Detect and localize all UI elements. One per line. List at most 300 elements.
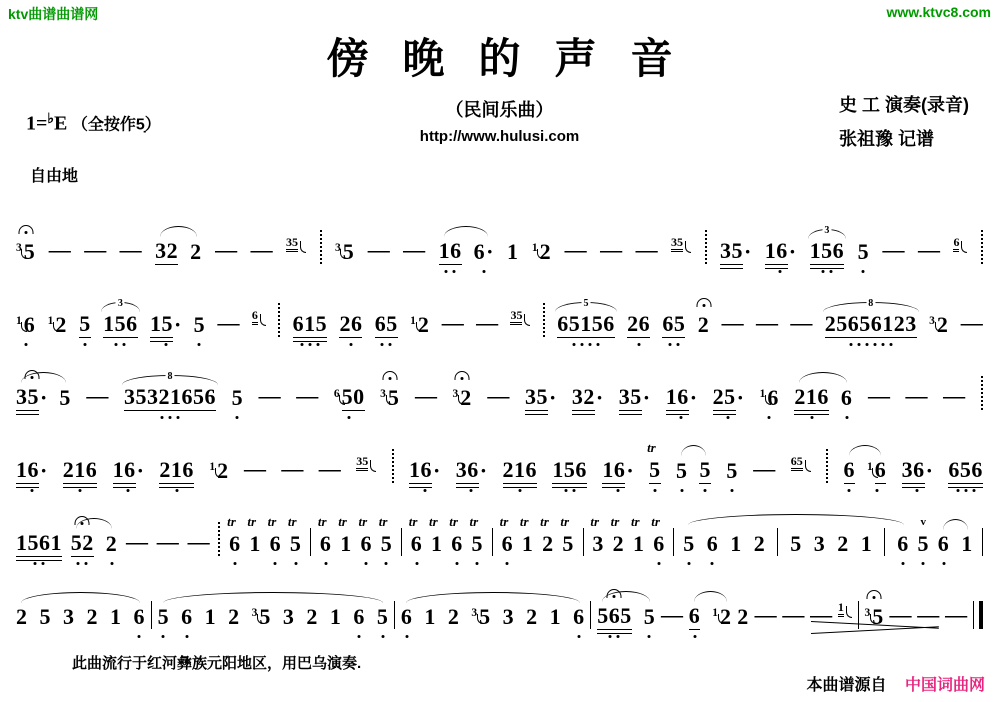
note (181, 606, 193, 630)
note-digits: 2 (190, 239, 202, 264)
note (662, 313, 685, 338)
note (689, 605, 701, 630)
augmentation-dot: · (689, 385, 698, 410)
grace-note: 3 (16, 241, 22, 254)
note (338, 514, 352, 557)
note-digits: 1 (110, 604, 122, 629)
note-digits: 6 (897, 531, 909, 556)
augmentation-dot: · (433, 458, 441, 483)
note (159, 459, 194, 484)
note-digits: 5 (857, 239, 870, 264)
note (610, 514, 625, 557)
note (87, 606, 99, 630)
low-dot-icon (381, 635, 384, 638)
low-octave-dots (609, 635, 620, 638)
barline-icon (394, 601, 395, 629)
note-digits: 25 (712, 384, 736, 409)
note (867, 459, 886, 484)
note-digits: 216 (794, 384, 829, 409)
note-digits: 5 (157, 604, 170, 629)
key-letter: E (54, 112, 68, 135)
note (917, 516, 930, 557)
note (532, 241, 551, 265)
augmentation-dot: · (136, 458, 144, 483)
note-digits: 1 (340, 531, 352, 556)
music-line (8, 265, 991, 338)
note (232, 387, 244, 411)
note-digits: 32 (155, 238, 179, 263)
note-digits: 1 (521, 531, 534, 556)
credits (839, 88, 969, 156)
note-digits: 6 (653, 531, 665, 556)
note (676, 460, 688, 484)
dash-prolong: — (215, 237, 238, 262)
note (283, 606, 295, 630)
grace-note: 1 (209, 460, 216, 473)
note-digits: 1 (549, 604, 562, 629)
note (439, 240, 462, 265)
breath-mark: v (920, 516, 926, 528)
note (252, 606, 271, 630)
note-digits: 2 (55, 312, 67, 337)
dash-prolong: — (721, 310, 744, 335)
barline-dashed-icon (278, 303, 280, 337)
dash-prolong: — (943, 383, 966, 408)
grace-note: 3 (471, 606, 478, 619)
footnote: 此曲流行于红河彝族元阳地区，用巴乌演奏. (72, 655, 362, 672)
note-digits: 5 (231, 385, 244, 410)
trill-mark: tr (267, 514, 277, 529)
note-digits: 5 (39, 604, 51, 629)
note (519, 514, 534, 557)
note (358, 514, 372, 557)
tuplet-number: 5 (583, 298, 589, 309)
dash-prolong: — (476, 310, 499, 335)
note-digits: 3 (63, 604, 75, 629)
note-digits: 16 (665, 384, 689, 409)
low-dot-icon (162, 635, 165, 638)
note (205, 606, 217, 630)
note-digits: 5 (387, 385, 400, 410)
slur-group (844, 459, 887, 484)
note (560, 514, 574, 557)
grace-after-note (953, 236, 967, 250)
note-digits: 1 (424, 604, 436, 629)
note-digits: 2 (720, 604, 732, 629)
grace-note: 1 (531, 241, 538, 254)
barline-dashed-icon (826, 449, 828, 483)
note (317, 514, 332, 557)
note-digits: 35 (618, 384, 642, 409)
note-digits: 3 (592, 531, 604, 556)
note (814, 533, 826, 557)
note-digits: 1 (730, 531, 742, 556)
slur-group (158, 606, 389, 630)
slur-group (938, 533, 973, 557)
fermata-icon (607, 589, 622, 598)
note-digits: 3 (282, 604, 295, 629)
page-title: 傍晚的声音 (326, 35, 707, 82)
page-header (0, 4, 999, 26)
note-digits: 2 (105, 531, 118, 556)
note (938, 533, 950, 557)
note-digits: 1 (632, 531, 645, 556)
grace-after-note (838, 601, 852, 615)
note (824, 298, 917, 338)
barline-dashed-icon (543, 303, 545, 337)
trill-mark: tr (630, 514, 640, 529)
dash-prolong: — (918, 237, 940, 262)
note-digits: 2 (86, 604, 98, 629)
barline-icon (982, 528, 983, 556)
barline-icon (492, 528, 493, 556)
dash-prolong: — (753, 456, 776, 481)
dash-prolong: — (119, 237, 142, 262)
note (155, 240, 178, 265)
note (737, 606, 749, 630)
music-line (8, 557, 991, 630)
note-digits: 5 (342, 239, 355, 264)
grace-note: 1 (47, 314, 54, 327)
fermata-icon (382, 371, 397, 380)
slur-group (689, 605, 732, 630)
brand-link[interactable]: 中国词曲网 (904, 677, 985, 694)
grace-after-digits: 65 (790, 454, 803, 468)
dash-prolong: — (217, 310, 240, 335)
note-digits: 156 (809, 238, 845, 263)
slur-group (16, 606, 145, 630)
note (48, 314, 67, 338)
note (597, 605, 632, 630)
barline-icon (401, 528, 402, 556)
note (573, 606, 585, 630)
note (79, 313, 91, 338)
trill-mark: tr (610, 514, 620, 529)
augmentation-dot: · (40, 458, 48, 483)
fermata-icon (696, 298, 711, 307)
dash-prolong: — (441, 310, 464, 335)
music-line (8, 484, 991, 557)
dash-prolong: — (782, 602, 805, 627)
note-digits: 16 (112, 457, 136, 482)
note-digits: 6 (133, 604, 145, 629)
transcriber-credit: 张祖豫 记谱 (839, 129, 935, 150)
note-digits: 2 (417, 312, 430, 337)
note (844, 459, 856, 484)
trill-mark: tr (317, 514, 327, 529)
trill-mark: tr (358, 514, 368, 529)
barline-dashed-icon (705, 230, 707, 264)
header-left-link[interactable]: ktv曲谱曲谱网 (8, 6, 99, 22)
dash-prolong: — (905, 383, 928, 408)
grace-note: 1 (16, 314, 22, 327)
note-digits: 6 (451, 531, 463, 556)
note (339, 313, 362, 338)
augmentation-dot: · (40, 385, 48, 410)
augmentation-dot: · (736, 385, 744, 410)
note (190, 241, 202, 265)
barline-dashed-icon (392, 449, 394, 483)
note (837, 533, 849, 557)
note (16, 606, 28, 630)
dash-prolong: — (187, 529, 210, 554)
augmentation-dot: · (743, 239, 752, 264)
low-dot-icon (648, 635, 651, 638)
note-digits: 216 (502, 457, 537, 482)
dash-prolong: — (367, 237, 390, 262)
note-digits: 16 (764, 238, 788, 263)
note (897, 533, 909, 557)
low-octave-dots (693, 635, 696, 638)
subtitle: （民间乐曲） (445, 100, 554, 120)
note-digits: 6 (23, 312, 36, 337)
fermata-icon (75, 516, 90, 525)
note-digits: 6 (573, 604, 585, 629)
music-line (8, 411, 991, 484)
note-digits: 5 (562, 531, 574, 556)
note (150, 313, 181, 338)
grace-after-note (252, 309, 266, 323)
dash-prolong: — (318, 456, 341, 481)
trill-mark: tr (449, 514, 458, 529)
note-digits: 156 (103, 311, 138, 336)
note (267, 514, 282, 557)
augmentation-dot: · (479, 458, 488, 483)
dash-prolong: — (600, 237, 623, 262)
note-digits: 35 (524, 384, 548, 409)
slur-group (676, 459, 711, 484)
grace-note: 3 (380, 387, 386, 400)
slur-group (597, 605, 655, 630)
note-digits: 5 (23, 239, 36, 264)
note-digits: 5 (259, 604, 271, 629)
note-digits: 26 (339, 311, 363, 336)
note (630, 514, 645, 557)
key-fingering: （全按作5̣） (71, 116, 161, 134)
dash-prolong: — (660, 602, 683, 627)
note-digits: 5 (79, 311, 91, 336)
note (110, 606, 122, 630)
note (330, 606, 342, 630)
note-digits: 1 (249, 531, 261, 556)
note (540, 514, 554, 557)
note-digits: 3 (813, 531, 826, 556)
grace-after-digits: 35 (356, 454, 369, 468)
grace-note: 3 (251, 606, 258, 619)
augmentation-dot: · (548, 385, 557, 410)
note-digits: 1 (431, 531, 443, 556)
flat-icon: ♭ (47, 110, 55, 126)
low-octave-dots (381, 635, 384, 638)
note-digits: 5 (59, 385, 71, 410)
grace-after-note (791, 455, 811, 469)
note (550, 606, 562, 630)
note-digits: 15 (149, 311, 173, 336)
note-digits: 5 (726, 458, 738, 483)
note (293, 313, 328, 338)
low-dot-icon (138, 635, 141, 638)
grace-note: 3 (334, 241, 341, 254)
note-digits: 6 (937, 531, 950, 556)
note-digits: 2 (460, 385, 472, 410)
note (209, 460, 228, 484)
grace-after-digits: 6 (953, 235, 960, 249)
page-footer (807, 672, 985, 695)
note (103, 298, 138, 338)
note-digits: 6 (501, 531, 514, 556)
note-digits: 156 (552, 457, 587, 482)
note (158, 606, 170, 630)
note-digits: 50 (341, 384, 365, 409)
note (335, 241, 354, 265)
note (858, 241, 870, 265)
key-signature (26, 110, 161, 135)
dash-prolong: — (810, 602, 833, 627)
note-digits: 5 (479, 604, 491, 629)
barline-icon (673, 528, 674, 556)
note (572, 386, 603, 411)
slur-group (16, 386, 71, 411)
low-octave-dots (162, 635, 165, 638)
grace-after-digits: 35 (286, 235, 299, 249)
barline-dashed-icon (218, 522, 220, 556)
site-url-link[interactable]: http://www.hulusi.com (419, 128, 580, 145)
trill-mark: tr (469, 514, 479, 529)
note (410, 314, 429, 338)
header-right-link[interactable]: www.ktvc8.com (886, 4, 991, 20)
note-digits: 1 (860, 531, 873, 556)
note-digits: 26 (627, 311, 651, 336)
note (948, 459, 983, 484)
barline-icon (884, 528, 885, 556)
note (713, 386, 744, 411)
note-digits: 6 (840, 385, 853, 410)
performer-credit: 史 工 演奏(录音) (839, 95, 969, 115)
dash-prolong: — (487, 383, 510, 408)
note (507, 241, 519, 265)
note-digits: 5 (675, 458, 688, 483)
note-digits: 36 (901, 457, 925, 482)
note-digits: 615 (292, 311, 328, 336)
trill-mark: tr (338, 514, 347, 529)
note-digits: 6 (229, 531, 241, 556)
dash-prolong: — (258, 383, 281, 408)
dash-prolong: — (86, 383, 109, 408)
augmentation-dot: · (925, 458, 933, 483)
note (647, 440, 661, 484)
dash-prolong: — (960, 310, 983, 335)
key-tonic: 1= (26, 112, 48, 135)
note (16, 314, 35, 338)
dash-prolong: — (84, 237, 107, 262)
note (227, 514, 241, 557)
note-digits: 2 (936, 312, 949, 337)
note (134, 606, 146, 630)
slur-group (439, 240, 494, 265)
note (63, 459, 98, 484)
trill-mark: tr (247, 514, 257, 529)
note (380, 387, 399, 411)
dash-prolong: — (867, 383, 890, 408)
note-digits: 5 (649, 457, 661, 482)
note-digits: 6 (688, 603, 701, 628)
dash-prolong: — (126, 529, 149, 554)
trill-mark: tr (560, 514, 570, 529)
note (707, 533, 719, 557)
note (526, 606, 538, 630)
dash-prolong: — (48, 237, 71, 262)
note-digits: 2 (217, 458, 229, 483)
grace-note: 3 (929, 314, 935, 327)
fermata-icon (18, 225, 33, 234)
note-digits: 32 (571, 384, 595, 409)
note (16, 459, 47, 484)
note-digits: 6 (473, 239, 486, 264)
low-dot-icon (617, 635, 620, 638)
note (794, 386, 829, 411)
note-digits: 5 (193, 312, 206, 337)
low-dot-icon (577, 635, 580, 638)
note-digits: 35 (16, 384, 39, 409)
grace-note: 1 (712, 606, 718, 619)
note (228, 606, 240, 630)
note (353, 606, 365, 630)
dash-prolong: — (243, 456, 266, 481)
note-digits: 35321656 (124, 384, 216, 409)
tuplet-number: 8 (167, 371, 173, 382)
note-digits: 6 (706, 531, 719, 556)
note (698, 314, 710, 338)
low-octave-dots (577, 635, 580, 638)
note-digits: 6 (410, 531, 423, 556)
dash-prolong: — (917, 602, 940, 627)
grace-note: 6 (333, 387, 340, 400)
note-digits: 5 (471, 531, 484, 556)
low-octave-dots (138, 635, 141, 638)
barline-icon (310, 528, 311, 556)
note-digits: 52 (70, 530, 94, 555)
music-line (8, 192, 991, 265)
note (247, 514, 261, 557)
note (287, 514, 302, 557)
source-label: 本曲谱源自 (806, 677, 887, 694)
augmentation-dot: · (595, 385, 604, 410)
note (448, 606, 460, 630)
note (627, 313, 650, 338)
note (106, 533, 118, 557)
note (456, 459, 487, 484)
note-digits: 2 (526, 604, 538, 629)
low-dot-icon (358, 635, 361, 638)
grace-note: 3 (452, 387, 459, 400)
barline-dashed-icon (320, 230, 322, 264)
low-octave-dots (405, 635, 408, 638)
note (453, 387, 472, 411)
note-digits: 6 (269, 531, 282, 556)
dash-prolong: — (882, 237, 905, 262)
augmentation-dot: · (788, 239, 797, 264)
note-digits: 1 (961, 531, 973, 556)
low-octave-dots (358, 635, 361, 638)
note (16, 241, 35, 265)
note (552, 459, 587, 484)
note-digits: 2 (612, 531, 625, 556)
note (712, 606, 731, 630)
note-digits: 2 (837, 531, 849, 556)
note (59, 387, 71, 411)
note (429, 514, 443, 557)
note-digits: 65 (374, 311, 398, 336)
